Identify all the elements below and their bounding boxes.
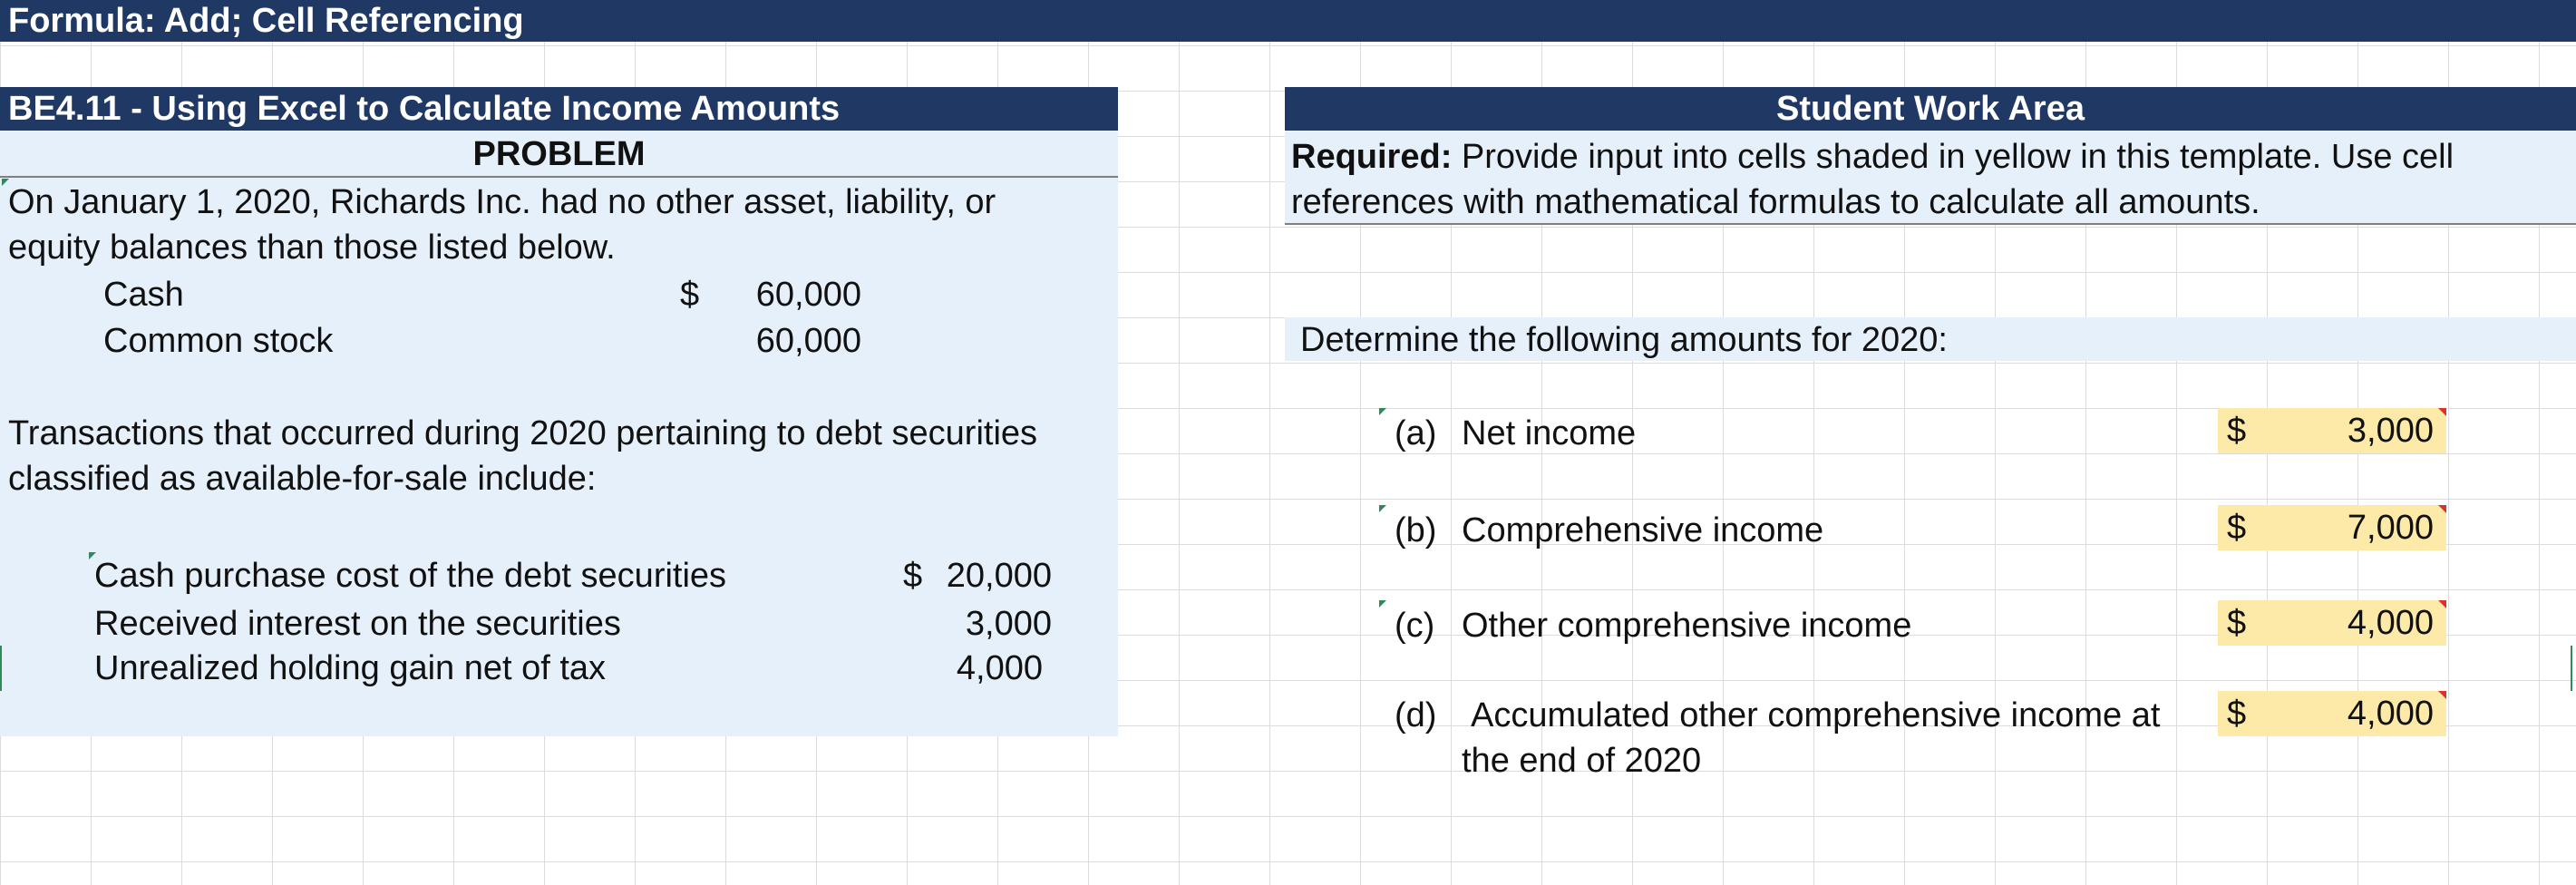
work-area-heading-bar bbox=[1285, 87, 2576, 131]
item-b-answer-cell[interactable] bbox=[2218, 505, 2446, 550]
transaction-value-unrealized-gain[interactable]: 4,000 bbox=[956, 649, 1043, 687]
balance-currency-cash: $ bbox=[680, 276, 700, 314]
item-c-label[interactable]: Other comprehensive income bbox=[1462, 607, 1912, 645]
title-bar bbox=[0, 0, 2576, 42]
item-d-letter: (d) bbox=[1395, 696, 1437, 734]
required-note-line-1[interactable] bbox=[1291, 134, 2454, 180]
item-a-answer-cell[interactable] bbox=[2218, 408, 2446, 453]
item-b-value[interactable]: 7,000 bbox=[2347, 509, 2434, 547]
determine-instruction[interactable]: Determine the following amounts for 2020: bbox=[1300, 321, 1948, 359]
item-b-letter: (b) bbox=[1395, 511, 1437, 549]
item-c-value[interactable]: 4,000 bbox=[2347, 604, 2434, 642]
item-c-letter: (c) bbox=[1395, 607, 1435, 645]
problem-intro-line-1[interactable]: On January 1, 2020, Richards Inc. had no other asset, liability, or bbox=[8, 183, 996, 221]
problem-intro-line-2[interactable]: equity balances than those listed below. bbox=[8, 229, 616, 267]
transaction-value-purchase[interactable]: 20,000 bbox=[946, 557, 1052, 595]
cell-comment-marker bbox=[2438, 408, 2446, 416]
transaction-label-interest[interactable]: Received interest on the securities bbox=[94, 605, 621, 643]
item-d-currency: $ bbox=[2227, 695, 2247, 733]
balance-label-common-stock[interactable]: Common stock bbox=[103, 322, 334, 360]
cell-comment-marker bbox=[1379, 600, 1386, 608]
problem-subheading-rule bbox=[0, 176, 1118, 178]
item-d-value[interactable]: 4,000 bbox=[2347, 695, 2434, 733]
item-c-answer-cell[interactable] bbox=[2218, 600, 2446, 646]
cell-comment-marker bbox=[1379, 408, 1386, 415]
cell-comment-marker bbox=[2438, 691, 2446, 699]
required-note-line-2[interactable]: references with mathematical formulas to calculate all amounts. bbox=[1291, 183, 2260, 221]
problem-subheading[interactable]: PROBLEM bbox=[472, 135, 646, 173]
transaction-currency-purchase: $ bbox=[903, 557, 923, 595]
transactions-intro-line-2[interactable]: classified as available-for-sale include: bbox=[8, 460, 597, 498]
item-a-currency: $ bbox=[2227, 412, 2247, 450]
transaction-value-interest[interactable]: 3,000 bbox=[965, 605, 1052, 643]
work-area-heading[interactable]: Student Work Area bbox=[1776, 90, 2085, 128]
cell-comment-marker bbox=[2438, 600, 2446, 608]
item-b-currency: $ bbox=[2227, 509, 2247, 547]
title-bar-text: Formula: Add; Cell Referencing bbox=[8, 2, 524, 40]
item-a-letter: (a) bbox=[1395, 414, 1437, 452]
balance-label-cash[interactable]: Cash bbox=[103, 276, 184, 314]
item-d-answer-cell[interactable] bbox=[2218, 691, 2446, 736]
item-c-currency: $ bbox=[2227, 604, 2247, 642]
cell-comment-marker bbox=[1379, 505, 1386, 512]
problem-heading[interactable]: BE4.11 - Using Excel to Calculate Income Amounts bbox=[8, 90, 841, 128]
transaction-label-purchase[interactable]: Cash purchase cost of the debt securities bbox=[94, 557, 727, 595]
selection-edge-marker bbox=[2571, 646, 2572, 691]
required-text: Provide input into cells shaded in yellow in this template. Use cell bbox=[1461, 138, 2454, 176]
item-b-label[interactable]: Comprehensive income bbox=[1462, 511, 1824, 549]
item-d-label[interactable]: Accumulated other comprehensive income at bbox=[1471, 696, 2161, 734]
item-a-value[interactable]: 3,000 bbox=[2347, 412, 2434, 450]
required-label: Required: bbox=[1291, 138, 1453, 176]
balance-value-cash[interactable]: 60,000 bbox=[755, 276, 861, 314]
item-a-label[interactable]: Net income bbox=[1462, 414, 1637, 452]
transaction-label-unrealized-gain[interactable]: Unrealized holding gain net of tax bbox=[94, 649, 607, 687]
selection-edge-marker bbox=[0, 646, 2, 691]
balance-value-common-stock[interactable]: 60,000 bbox=[755, 322, 861, 360]
item-d-label-line-2[interactable]: the end of 2020 bbox=[1462, 742, 1702, 780]
required-note-rule bbox=[1285, 223, 2576, 225]
transactions-intro-line-1[interactable]: Transactions that occurred during 2020 pertaining to debt securities bbox=[8, 414, 1038, 452]
cell-comment-marker bbox=[2438, 505, 2446, 513]
problem-heading-bar bbox=[0, 87, 1118, 131]
